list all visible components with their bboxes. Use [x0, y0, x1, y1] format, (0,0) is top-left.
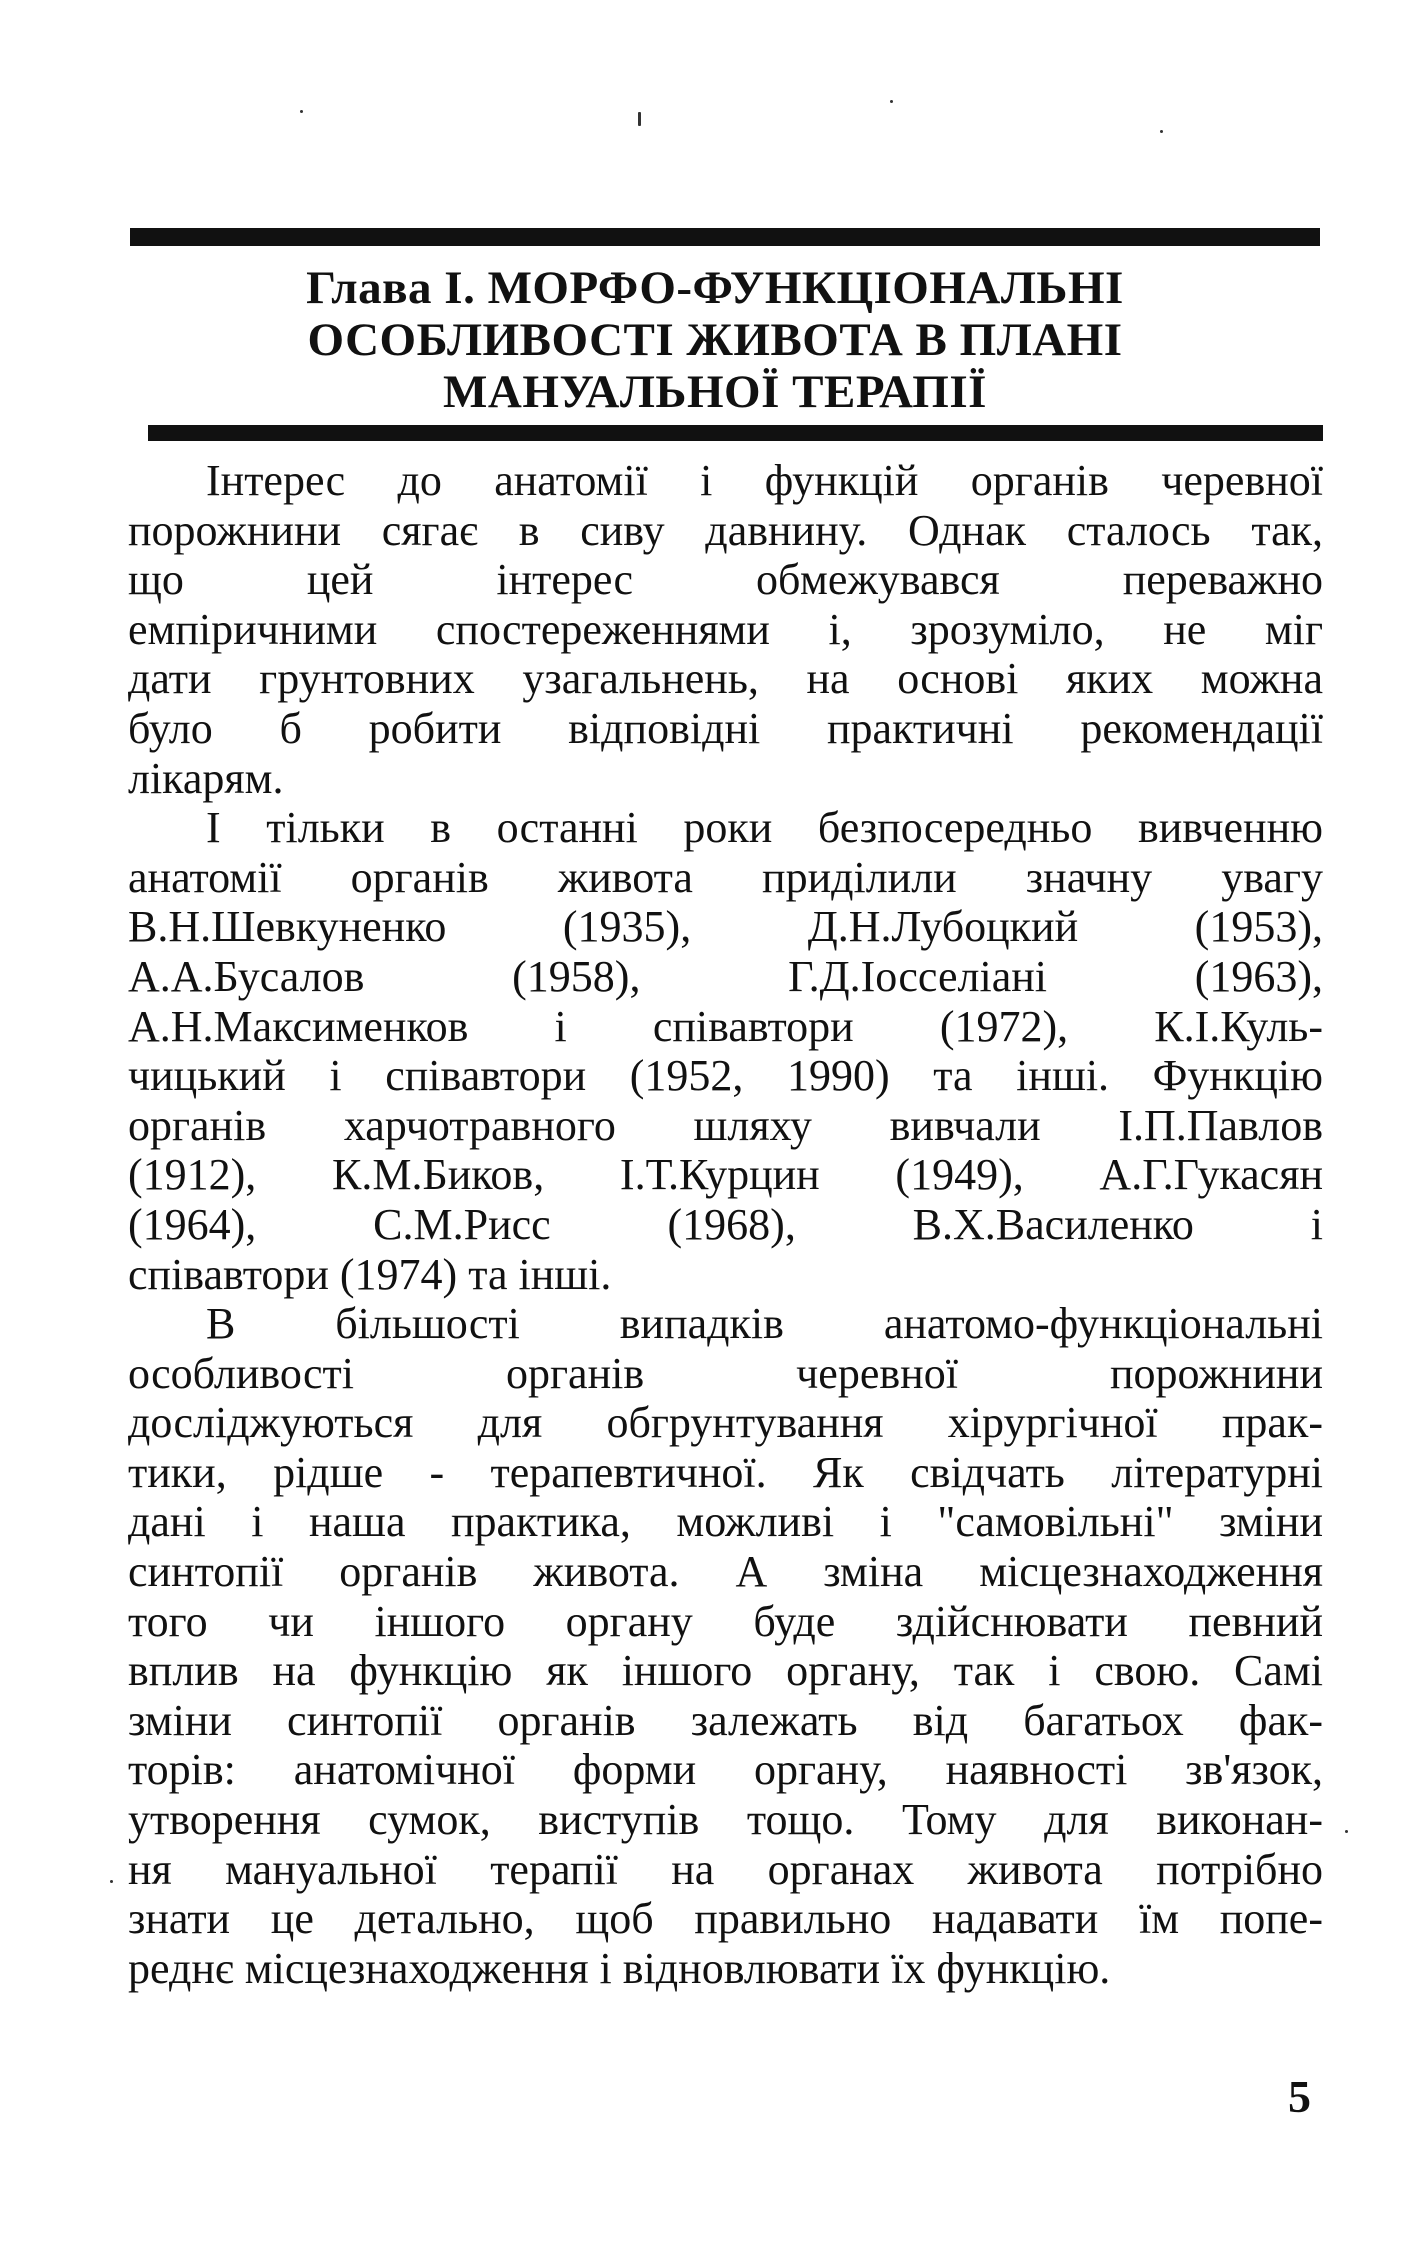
text-line: досліджуються для обгрунтування хірургічної прак- [128, 1398, 1323, 1448]
text-line: торів: анатомічної форми органу, наявності зв'язок, [128, 1745, 1323, 1795]
text-line: тики, рідше - терапевтичної. Як свідчать літературні [128, 1447, 1323, 1497]
text-line: що цей інтерес обмежувався переважно [128, 555, 1323, 605]
text-line: В більшості випадків анатомо-функціональні [206, 1299, 1323, 1349]
scan-speck [638, 112, 641, 126]
text-line: (1912), К.М.Биков, І.Т.Курцин (1949), А.Г.Гукасян [128, 1150, 1323, 1200]
page-number: 5 [1288, 2071, 1311, 2122]
text-line: В.Н.Шевкуненко (1935), Д.Н.Лубоцкий (1953), [128, 902, 1323, 952]
text-line: того чи іншого органу буде здійснювати певний [128, 1596, 1323, 1646]
top-rule [130, 228, 1320, 246]
paragraph [128, 1299, 1323, 1993]
text-line: лікарям. [128, 753, 284, 803]
text-line: чицький і співавтори (1952, 1990) та інші. Функцію [128, 1051, 1323, 1101]
text-line: органів харчотравного шляху вивчали І.П.Павлов [128, 1100, 1323, 1150]
text-line: утворення сумок, виступів тощо. Тому для виконан- [128, 1795, 1323, 1845]
scan-speck [300, 110, 303, 113]
scan-speck [890, 100, 893, 103]
text-line: особливості органів черевної порожнини [128, 1348, 1323, 1398]
text-line: співавтори (1974) та інші. [128, 1249, 612, 1299]
text-line: зміни синтопії органів залежать від багатьох фак- [128, 1695, 1323, 1745]
text-line: знати це детально, щоб правильно надавати їм попе- [128, 1894, 1323, 1944]
heading-line: Глава І. МОРФО-ФУНКЦІОНАЛЬНІ [306, 262, 1124, 314]
heading-line: МАНУАЛЬНОЇ ТЕРАПІЇ [443, 366, 987, 418]
text-line: емпіричними спостереженнями і, зрозуміло, не міг [128, 604, 1323, 654]
scan-speck [1160, 130, 1163, 133]
text-line: реднє місцезнаходження і відновлювати їх функцію. [128, 1943, 1111, 1993]
text-line: було б робити відповідні практичні рекомендації [128, 703, 1323, 753]
text-line: анатомії органів живота приділили значну увагу [128, 852, 1323, 902]
text-line: А.А.Бусалов (1958), Г.Д.Іосселіані (1963), [128, 951, 1323, 1001]
text-line: синтопії органів живота. А зміна місцезнаходження [128, 1547, 1323, 1597]
paragraph [128, 803, 1323, 1299]
bottom-rule [148, 425, 1323, 441]
text-line: порожнини сягає в сиву давнину. Однак сталось так, [128, 505, 1323, 555]
heading-line: ОСОБЛИВОСТІ ЖИВОТА В ПЛАНІ [307, 314, 1123, 366]
scan-speck [1345, 1830, 1348, 1833]
text-line: Інтерес до анатомії і функцій органів черевної [206, 456, 1323, 505]
text-line: ня мануальної терапії на органах живота потрібно [128, 1844, 1323, 1894]
scan-speck [110, 1880, 113, 1883]
text-line: (1964), С.М.Рисс (1968), В.Х.Василенко і [128, 1199, 1323, 1249]
text-line: І тільки в останні роки безпосередньо вивченню [206, 803, 1323, 853]
text-line: дані і наша практика, можливі і "самовільні" зміни [128, 1497, 1323, 1547]
body-text [128, 456, 1323, 1993]
text-line: вплив на функцію як іншого органу, так і свою. Самі [128, 1646, 1323, 1696]
chapter-heading [150, 262, 1280, 418]
paragraph [128, 456, 1323, 803]
text-line: А.Н.Максименков і співавтори (1972), К.І.Куль- [128, 1001, 1323, 1051]
text-line: дати грунтовних узагальнень, на основі яких можна [128, 654, 1323, 704]
